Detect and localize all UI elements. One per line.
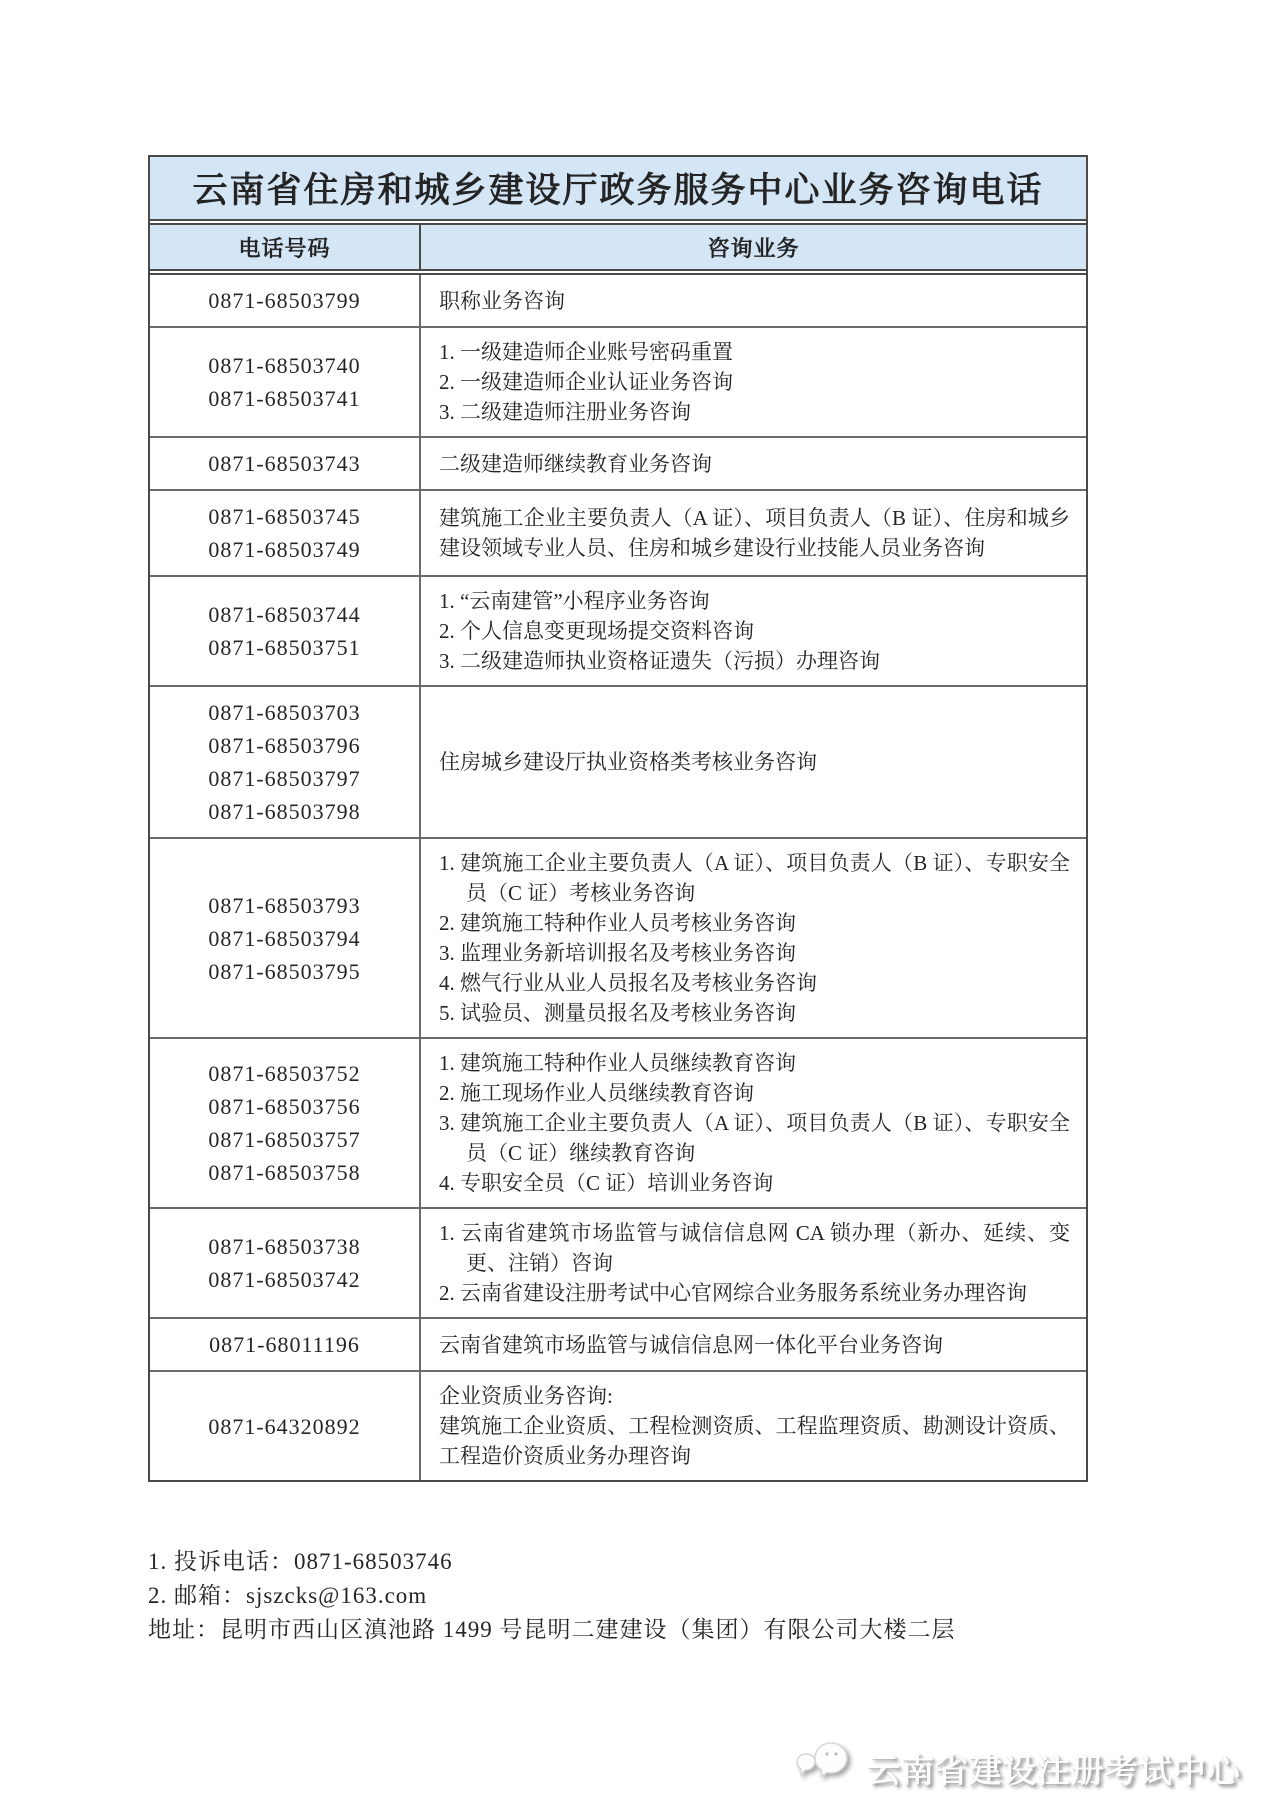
table-row (150, 577, 1086, 687)
phone-cell (150, 687, 421, 837)
service-cell (421, 1319, 1086, 1370)
phone-number: 0871-68503742 (208, 1267, 361, 1292)
consultation-phone-table (148, 155, 1088, 1482)
service-item: 二级建造师继续教育业务咨询 (439, 451, 712, 476)
phone-number: 0871-68503758 (208, 1160, 361, 1185)
table-body (150, 275, 1086, 1480)
service-item: 1. 一级建造师企业账号密码重置 (439, 340, 733, 364)
service-item: 1. 建筑施工特种作业人员继续教育咨询 (439, 1051, 796, 1075)
phone-number: 0871-68503745 (208, 504, 361, 529)
service-item: 2. 云南省建设注册考试中心官网综合业务服务系统业务办理咨询 (439, 1281, 1027, 1305)
service-item: 2. 个人信息变更现场提交资料咨询 (439, 619, 754, 643)
table-row (150, 328, 1086, 438)
phone-cell (150, 839, 421, 1037)
phone-cell (150, 1372, 421, 1480)
table-header-row (150, 225, 1086, 271)
column-header-phone: 电话号码 (150, 225, 421, 269)
table-row (150, 1319, 1086, 1372)
phone-number: 0871-68503796 (208, 733, 361, 758)
table-row (150, 491, 1086, 577)
table-row (150, 1209, 1086, 1319)
phone-number: 0871-68503756 (208, 1094, 361, 1119)
phone-number: 0871-68503751 (208, 635, 361, 660)
watermark-label: 云南省建设注册考试中心 (867, 1753, 1241, 1790)
table-title: 云南省住房和城乡建设厅政务服务中心业务咨询电话 (150, 157, 1086, 221)
service-cell (421, 1039, 1086, 1207)
table-row (150, 687, 1086, 839)
service-item: 3. 监理业务新培训报名及考核业务咨询 (439, 941, 796, 965)
phone-number: 0871-68503757 (208, 1127, 361, 1152)
phone-cell (150, 1209, 421, 1317)
phone-cell (150, 491, 421, 575)
service-item: 建筑施工企业资质、工程检测资质、工程监理资质、勘测设计资质、工程造价资质业务办理咨询 (439, 1414, 1070, 1468)
phone-number: 0871-68503795 (208, 958, 361, 984)
table-row (150, 839, 1086, 1039)
phone-cell (150, 577, 421, 685)
service-item: 4. 燃气行业从业人员报名及考核业务咨询 (439, 971, 817, 995)
phone-number: 0871-68503741 (208, 386, 361, 411)
phone-number: 0871-68503798 (208, 799, 361, 824)
service-item: 2. 施工现场作业人员继续教育咨询 (439, 1081, 754, 1105)
service-cell (421, 275, 1086, 326)
phone-number: 0871-68503799 (208, 288, 361, 313)
phone-cell (150, 328, 421, 436)
service-item: 住房城乡建设厅执业资格类考核业务咨询 (439, 750, 817, 774)
column-header-service: 咨询业务 (707, 235, 800, 261)
phone-number: 0871-68503794 (208, 925, 361, 951)
phone-cell (150, 275, 421, 326)
watermark (795, 1742, 1241, 1794)
phone-cell (150, 1319, 421, 1370)
service-item: 3. 二级建造师执业资格证遗失（污损）办理咨询 (439, 649, 880, 673)
service-item: 职称业务咨询 (439, 288, 565, 313)
service-item: 1. 建筑施工企业主要负责人（A 证）、项目负责人（B 证）、专职安全员（C 证）考核业务咨询 (439, 851, 1070, 905)
table-row (150, 1372, 1086, 1480)
service-item: 4. 专职安全员（C 证）培训业务咨询 (439, 1171, 774, 1195)
phone-number: 0871-68011196 (209, 1332, 360, 1357)
table-row (150, 275, 1086, 328)
service-item: 2. 建筑施工特种作业人员考核业务咨询 (439, 911, 796, 935)
service-cell (421, 687, 1086, 837)
service-item: 1. 云南省建筑市场监管与诚信信息网 CA 锁办理（新办、延续、变更、注销）咨询 (439, 1221, 1070, 1275)
note-line: 2. 邮箱：sjszcks@163.com (148, 1583, 428, 1608)
service-item: 建筑施工企业主要负责人（A 证）、项目负责人（B 证）、住房和城乡建设领域专业人员、住房和城乡建设行业技能人员业务咨询 (439, 506, 1070, 560)
phone-number: 0871-68503703 (208, 700, 361, 725)
service-cell (421, 577, 1086, 685)
phone-number: 0871-64320892 (208, 1413, 361, 1439)
service-item: 3. 建筑施工企业主要负责人（A 证）、项目负责人（B 证）、专职安全员（C 证）继续教育咨询 (439, 1111, 1070, 1165)
footer-notes (148, 1545, 956, 1647)
phone-cell (150, 438, 421, 489)
phone-cell (150, 1039, 421, 1207)
table-row (150, 438, 1086, 491)
service-item: 企业资质业务咨询: (439, 1384, 613, 1408)
phone-number: 0871-68503752 (208, 1061, 361, 1086)
service-item: 云南省建筑市场监管与诚信信息网一体化平台业务咨询 (439, 1332, 943, 1357)
note-line: 地址：昆明市西山区滇池路 1499 号昆明二建建设（集团）有限公司大楼二层 (148, 1617, 956, 1642)
service-cell (421, 328, 1086, 436)
note-line: 1. 投诉电话：0871-68503746 (148, 1549, 453, 1574)
phone-number: 0871-68503743 (208, 451, 361, 476)
phone-number: 0871-68503793 (208, 892, 361, 918)
table-row (150, 1039, 1086, 1209)
phone-number: 0871-68503749 (208, 537, 361, 562)
service-item: 3. 二级建造师注册业务咨询 (439, 400, 691, 424)
phone-number: 0871-68503797 (208, 766, 361, 791)
service-cell (421, 839, 1086, 1037)
phone-number: 0871-68503744 (208, 602, 361, 627)
service-cell (421, 438, 1086, 489)
service-item: 5. 试验员、测量员报名及考核业务咨询 (439, 1001, 796, 1025)
wechat-bubbles-icon (795, 1742, 857, 1794)
phone-number: 0871-68503738 (208, 1234, 361, 1259)
service-cell (421, 1209, 1086, 1317)
service-item: 1. “云南建管”小程序业务咨询 (439, 589, 710, 613)
service-cell (421, 1372, 1086, 1480)
phone-number: 0871-68503740 (208, 353, 361, 378)
service-cell (421, 491, 1086, 575)
service-item: 2. 一级建造师企业认证业务咨询 (439, 370, 733, 394)
